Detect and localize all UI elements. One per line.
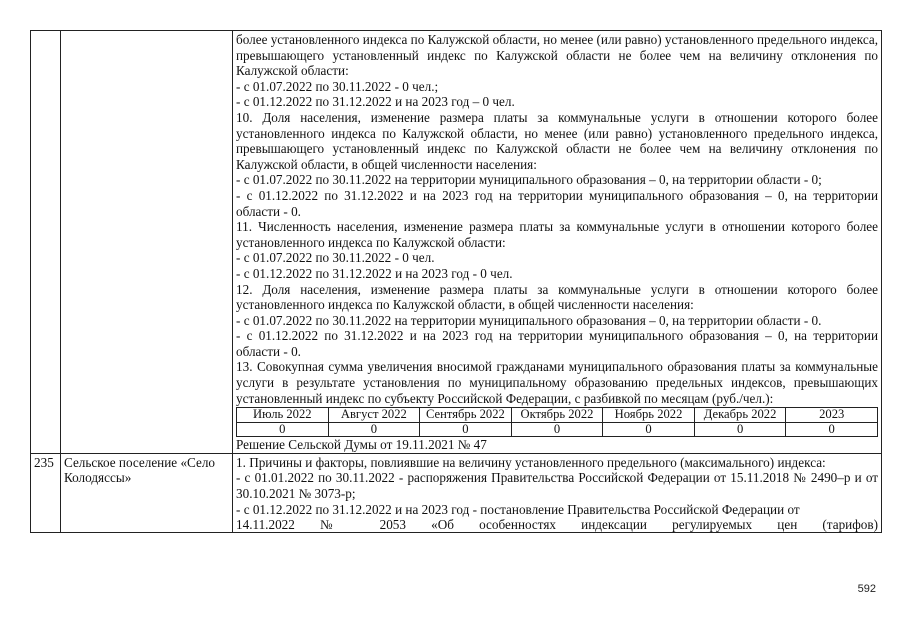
months-value-row: [237, 422, 878, 437]
settlement-name-cell: Сельское поселение «Село Колодяссы»: [61, 453, 233, 532]
paragraph: - с 01.12.2022 по 31.12.2022 и на 2023 год на территории муниципального образования – 0, на территории области - 0.: [236, 328, 878, 359]
paragraph: более установленного индекса по Калужской области, но менее (или равно) установленного предельного индекса, превышающего установленный индекс по Калужской области не более чем на величину отклонения по Калужской области:: [236, 32, 878, 79]
month-header: Июль 2022: [237, 408, 329, 423]
month-value: 0: [511, 422, 603, 437]
month-header: 2023: [786, 408, 878, 423]
table-row: [31, 31, 882, 454]
decision-reference: Решение Сельской Думы от 19.11.2021 № 47: [236, 437, 487, 453]
month-header: Август 2022: [328, 408, 420, 423]
month-value: 0: [603, 422, 695, 437]
table-row: [31, 453, 882, 532]
paragraph-cut: 14.11.2022 № 2053 «Об особенностях индексации регулируемых цен (тарифов): [236, 517, 878, 533]
month-value: 0: [328, 422, 420, 437]
page-number: 592: [857, 583, 876, 595]
month-header: Ноябрь 2022: [603, 408, 695, 423]
paragraph: 10. Доля населения, изменение размера платы за коммунальные услуги в отношении которого более установленного индекса по Калужской области, но менее (или равно) установленного предельного индекса, превышающего установленный индекс по Калужской области не более чем на величину отклонения по Калужской области, в общей численности населения:: [236, 109, 878, 172]
paragraph: - с 01.12.2022 по 31.12.2022 и на 2023 год на территории муниципального образования – 0, на территории области - 0.: [236, 187, 878, 219]
paragraph: - с 01.07.2022 по 30.11.2022 на территории муниципального образования – 0, на территории области - 0;: [236, 172, 822, 188]
paragraph: - с 01.07.2022 по 30.11.2022 - 0 чел.;: [236, 78, 439, 94]
paragraph: - с 01.07.2022 по 30.11.2022 - 0 чел.: [236, 250, 435, 266]
months-header-row: [237, 408, 878, 423]
month-value: 0: [786, 422, 878, 437]
month-header: Сентябрь 2022: [420, 408, 512, 423]
paragraph: - с 01.12.2022 по 31.12.2022 и на 2023 год - постановление Правительства Российской Федерации от: [236, 501, 800, 517]
row-number-cell: 235: [31, 453, 61, 532]
month-header: Декабрь 2022: [694, 408, 786, 423]
row-content-cell: [233, 31, 882, 454]
paragraph: - с 01.12.2022 по 31.12.2022 и на 2023 год - 0 чел.: [236, 265, 513, 281]
monthly-amounts-table: [236, 407, 878, 437]
paragraph: - с 01.12.2022 по 31.12.2022 и на 2023 год – 0 чел.: [236, 94, 515, 110]
paragraph: 1. Причины и факторы, повлиявшие на величину установленного предельного (максимального) индекса:: [236, 454, 826, 470]
row-number-cell: [31, 31, 61, 454]
paragraph: 11. Численность населения, изменение размера платы за коммунальные услуги в отношении которого более установленного индекса по Калужской области:: [236, 219, 878, 250]
row-content-cell: [233, 453, 882, 532]
paragraph: - с 01.01.2022 по 30.11.2022 - распоряжения Правительства Российской Федерации от 15.11.2018 № 2490–р и от 30.10.2021 № 3073-р;: [236, 470, 878, 502]
month-value: 0: [420, 422, 512, 437]
month-value: 0: [237, 422, 329, 437]
paragraph: 13. Совокупная сумма увеличения вносимой гражданами муниципального образования платы за коммунальные услуги в результате установления по муниципальному образованию предельных индексов, превышающих установленный индекс по субъекту Российской Федерации, с разбивкой по месяцам (руб./чел.):: [236, 359, 878, 406]
month-header: Октябрь 2022: [511, 408, 603, 423]
month-value: 0: [694, 422, 786, 437]
paragraph: 12. Доля населения, изменение размера платы за коммунальные услуги в отношении которого более установленного индекса по Калужской области, в общей численности населения:: [236, 281, 878, 313]
paragraph: - с 01.07.2022 по 30.11.2022 на территории муниципального образования – 0, на территории области - 0.: [236, 312, 822, 328]
row-name-cell: [61, 31, 233, 454]
tariff-table: [30, 30, 882, 533]
